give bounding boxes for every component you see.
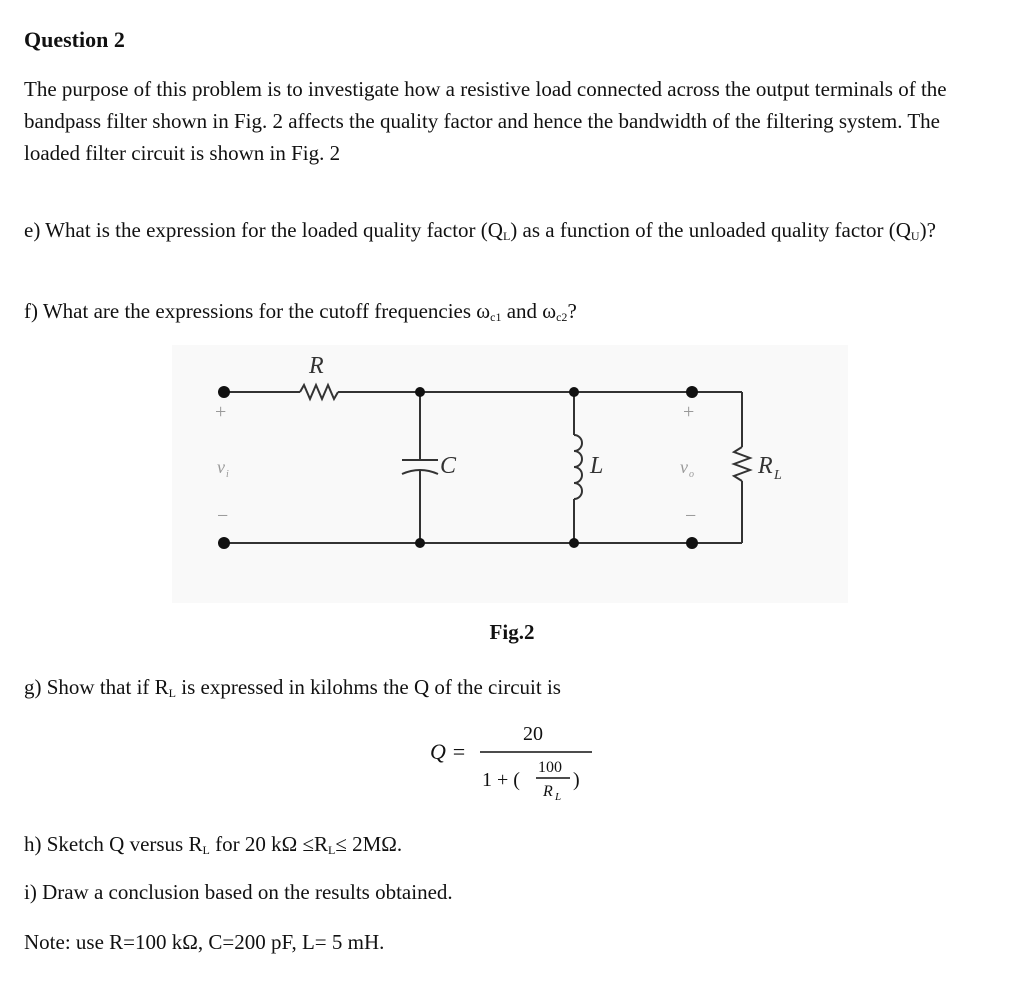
- output-voltage-subscript: o: [689, 469, 694, 480]
- capacitor-label: C: [440, 453, 457, 479]
- question-title: Question 2: [24, 27, 125, 52]
- subscript: c2: [556, 310, 568, 324]
- question-g: [24, 671, 561, 709]
- circuit-figure: [172, 345, 848, 603]
- input-terminal-top: [218, 386, 230, 398]
- note: Note: use R=100 kΩ, C=200 pF, L= 5 mH.: [24, 930, 385, 954]
- output-terminal-bottom: [686, 537, 698, 549]
- node: [569, 387, 579, 397]
- formula-inner-denominator-subscript: L: [555, 791, 562, 803]
- subscript: L: [502, 229, 511, 243]
- question-e-text: e) What is the expression for the loaded quality factor (Q: [24, 218, 503, 242]
- input-voltage-subscript: i: [226, 469, 229, 480]
- question-f-text: and ω: [501, 299, 557, 323]
- formula-denominator-start: 1 + (: [482, 769, 520, 791]
- question-i: i) Draw a conclusion based on the results obtained.: [24, 880, 453, 904]
- input-voltage-label: v: [217, 457, 225, 477]
- output-voltage-label: v: [680, 457, 688, 477]
- question-g-text: g) Show that if R: [24, 675, 169, 699]
- output-plus-sign: +: [683, 401, 695, 423]
- problem-intro: The purpose of this problem is to investigate how a resistive load connected across the output terminals of the bandpass filter shown in Fig. 2 affects the quality factor and hence the bandwidth of the filtering system. The loaded filter circuit is shown in Fig. 2: [24, 77, 947, 165]
- subscript: c1: [490, 310, 502, 324]
- load-resistor-label: R: [758, 453, 773, 479]
- question-e: [24, 214, 984, 252]
- inductor-label: L: [590, 453, 604, 479]
- question-f: [24, 295, 577, 333]
- inductor-symbol: [574, 435, 582, 499]
- formula-numerator: 20: [523, 723, 543, 745]
- resistor-r-label: R: [309, 353, 324, 379]
- subscript: U: [910, 229, 920, 243]
- figure-caption: Fig.2: [489, 620, 535, 644]
- input-terminal-bottom: [218, 537, 230, 549]
- load-resistor-subscript: L: [774, 468, 782, 483]
- question-e-text: )?: [919, 218, 936, 242]
- question-h-text: ≤ 2MΩ.: [335, 832, 403, 856]
- question-f-text: f) What are the expressions for the cutoff frequencies ω: [24, 299, 491, 323]
- question-f-text: ?: [567, 299, 577, 323]
- node: [415, 387, 425, 397]
- subscript: L: [168, 686, 177, 700]
- question-h-text: for 20 kΩ ≤R: [209, 832, 328, 856]
- node: [415, 538, 425, 548]
- q-formula: [420, 716, 620, 816]
- resistor-r-symbol: [300, 385, 338, 399]
- formula-denominator-end: ): [573, 769, 580, 791]
- question-h-text: h) Sketch Q versus R: [24, 832, 203, 856]
- formula-lhs: Q =: [430, 739, 467, 764]
- output-terminal-top: [686, 386, 698, 398]
- question-g-text: is expressed in kilohms the Q of the circuit is: [176, 675, 561, 699]
- question-h: [24, 828, 402, 866]
- input-minus-sign: −: [217, 505, 229, 527]
- formula-inner-numerator: 100: [538, 759, 562, 776]
- node: [569, 538, 579, 548]
- formula-inner-denominator: R: [543, 783, 553, 800]
- circuit-diagram: [172, 345, 848, 603]
- subscript: L: [202, 843, 210, 857]
- question-e-text: ) as a function of the unloaded quality factor (Q: [510, 218, 911, 242]
- subscript: L: [327, 843, 336, 857]
- output-minus-sign: −: [685, 505, 697, 527]
- load-resistor-symbol: [734, 447, 750, 481]
- input-plus-sign: +: [215, 401, 227, 423]
- q-formula-graphic: [420, 716, 620, 816]
